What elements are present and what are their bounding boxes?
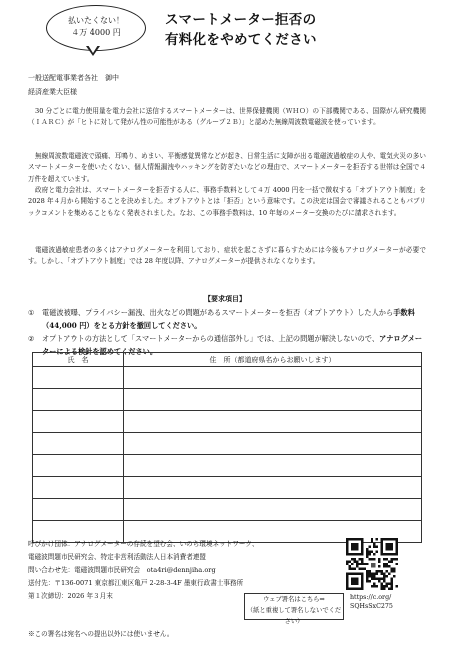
name-cell[interactable] bbox=[33, 411, 124, 433]
paragraph-1: 30 分ごとに電力使用量を電力会社に送信するスマートメーターは、世界保健機関（ＷＨＯ）の下部機関である、国際がん研究機関（ＩＡＲＣ）が「ヒトに対して発がん性の可能性がある（グループ２Ｂ）」と認めた無線周波数電磁波を使っています。 bbox=[28, 107, 426, 127]
paragraph-2: 無線周波数電磁波で頭痛、耳鳴り、めまい、平衡感覚異常などが起き、日常生活に支障が出る電磁波過敏症の人や、電気火災の多いスマートメーターを使いたくない、個人情報漏洩やハッキングを防ぎたいなどの理由で、スマートメーターを拒否する世帯は全国で４万件を超えています。 bbox=[28, 152, 426, 183]
name-cell[interactable] bbox=[33, 389, 124, 411]
addressee-2: 経済産業大臣様 bbox=[28, 88, 77, 96]
bubble-line-1: 払いたくない！ bbox=[68, 16, 124, 25]
request-bold-1: 手数料（44,000 円）をとる方針を撤回してください。 bbox=[42, 308, 415, 330]
signature-table-header bbox=[33, 353, 422, 367]
column-header-name: 氏 名 bbox=[33, 353, 124, 367]
addressee-1: 一般送配電事業者各社 御中 bbox=[28, 74, 119, 82]
signature-row bbox=[33, 411, 422, 433]
address-cell[interactable] bbox=[124, 477, 422, 499]
contact-line: 問い合わせ先：電磁波問題市民研究会 ota4ri@dennjiha.org bbox=[28, 566, 216, 574]
bubble-line-2: ４万 4000 円 bbox=[71, 28, 121, 37]
request-number-2: ② bbox=[28, 334, 35, 343]
address-cell[interactable] bbox=[124, 455, 422, 477]
bubble-tail-inner bbox=[88, 45, 98, 53]
signature-row bbox=[33, 455, 422, 477]
signature-row bbox=[33, 433, 422, 455]
name-cell[interactable] bbox=[33, 499, 124, 521]
signature-row bbox=[33, 477, 422, 499]
paragraph-4: 電磁波過敏症患者の多くはアナログメーターを利用しており、症状を起こさずに暮らすためには今後もアナログメーターが必要です。しかし、「オプトアウト制度」では 28 年度以降、アナログメーターが提供されなくなります。 bbox=[28, 246, 426, 266]
signature-table bbox=[32, 352, 422, 543]
request-text-2: オプトアウトの方法として「スマートメーターからの通信部外し」では、上記の問題が解決しないので、アナログメーターによる検針を認めてください。 bbox=[42, 334, 423, 356]
title-line-2: 有料化をやめてください bbox=[165, 32, 317, 48]
qr-url-line-2: SQHsSxC275 bbox=[350, 602, 393, 610]
privacy-note: ※この署名は宛名への提出以外には使いません。 bbox=[28, 630, 174, 638]
requests-title: 【要求項目】 bbox=[204, 294, 246, 303]
name-cell[interactable] bbox=[33, 433, 124, 455]
signature-row bbox=[33, 367, 422, 389]
web-signature-box bbox=[244, 593, 344, 625]
organizers-line-1: 呼びかけ団体：アナログメーターの存続を望む会、いのち環境ネットワーク、 bbox=[28, 540, 259, 548]
name-cell[interactable] bbox=[33, 455, 124, 477]
deadline-line: 第１次締切：2026 年３月末 bbox=[28, 592, 113, 600]
qr-url-line-1: https://c.org/ bbox=[350, 594, 392, 601]
signature-row bbox=[33, 499, 422, 521]
address-cell[interactable] bbox=[124, 433, 422, 455]
web-signature-line-1: ウェブ署名はこちら⇒ bbox=[263, 596, 325, 603]
address-cell[interactable] bbox=[124, 499, 422, 521]
web-signature-line-2: （紙と重複して署名しないでください） bbox=[246, 607, 342, 625]
signature-row bbox=[33, 389, 422, 411]
organizers-line-2: 電磁波問題市民研究会、特定非営利活動法人日本消費者連盟 bbox=[28, 553, 207, 561]
request-number-1: ① bbox=[28, 308, 35, 317]
request-item-1 bbox=[28, 307, 426, 332]
title-line-1: スマートメーター拒否の bbox=[165, 12, 317, 28]
address-cell[interactable] bbox=[124, 389, 422, 411]
address-cell[interactable] bbox=[124, 411, 422, 433]
paragraph-3: 政府と電力会社は、スマートメーターを拒否する人に、事務手数料として４万 4000 円を一括で徴収する「オプトアウト制度」を 2028 年４月から開始することを決めました。オプトアウトとは「拒否」という意味です。この決定は国会で審議されることもパブリックコメントを集めることもなく発表されました。なお、この事務手数料は、10 年毎のメーター交換のたびに請求されます。 bbox=[28, 186, 426, 217]
address-cell[interactable] bbox=[124, 367, 422, 389]
name-cell[interactable] bbox=[33, 367, 124, 389]
qr-code[interactable] bbox=[346, 538, 398, 590]
request-text-1: 電磁波被曝、プライバシー漏洩、出火などの問題があるスマートメーターを拒否（オプトアウト）した人から手数料（44,000 円）をとる方針を撤回してください。 bbox=[42, 308, 415, 330]
qr-url[interactable] bbox=[350, 594, 393, 611]
send-to-line: 送付先：〒136-0071 東京都江東区亀戸 2-28-3-4F 墨東行政書士事務所 bbox=[28, 579, 244, 587]
column-header-address: 住 所（都道府県名からお願いします） bbox=[124, 353, 422, 367]
request-bold-2: アナログメーターによる検針を認めてください。 bbox=[42, 334, 423, 356]
name-cell[interactable] bbox=[33, 477, 124, 499]
